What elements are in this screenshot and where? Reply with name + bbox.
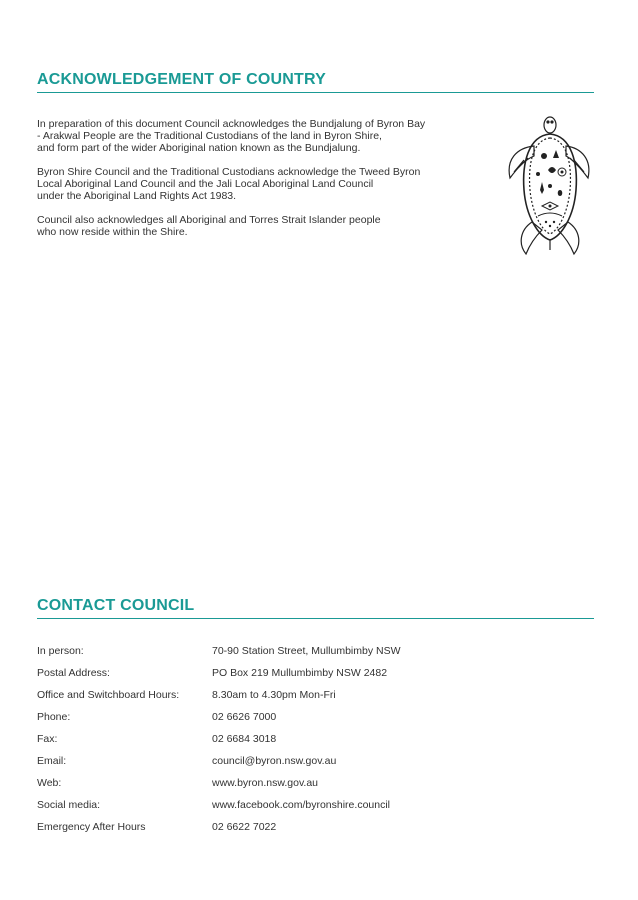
contact-label: Social media:	[37, 799, 101, 811]
text-line: Byron Shire Council and the Traditional Custodians acknowledge the Tweed Byron	[37, 166, 421, 178]
contact-value: PO Box 219 Mullumbimby NSW 2482	[212, 667, 388, 679]
text-line: - Arakwal People are the Traditional Custodians of the land in Byron Shire,	[37, 130, 382, 142]
text-line: and form part of the wider Aboriginal nation known as the Bundjalung.	[37, 142, 361, 154]
contact-label: Email:	[37, 755, 67, 767]
turtle-artwork-icon	[504, 112, 594, 258]
contact-heading: CONTACT COUNCIL	[37, 597, 594, 619]
contact-value: 02 6684 3018	[212, 733, 277, 745]
contact-row-email	[37, 750, 594, 772]
contact-value: 70-90 Station Street, Mullumbimby NSW	[212, 645, 401, 657]
contact-label: In person:	[37, 645, 84, 657]
acknowledgement-heading: ACKNOWLEDGEMENT OF COUNTRY	[37, 71, 594, 93]
contact-row-fax	[37, 728, 594, 750]
acknowledgement-paragraph	[37, 214, 492, 238]
contact-label: Phone:	[37, 711, 71, 723]
contact-label: Web:	[37, 777, 62, 789]
acknowledgement-paragraph	[37, 118, 492, 154]
contact-row-emergency	[37, 816, 594, 838]
contact-row-postal-address	[37, 662, 594, 684]
contact-label: Office and Switchboard Hours:	[37, 689, 180, 701]
text-line: who now reside within the Shire.	[37, 226, 188, 238]
contact-value: 02 6626 7000	[212, 711, 277, 723]
contact-value-web: www.byron.nsw.gov.au	[212, 777, 319, 789]
text-line: Local Aboriginal Land Council and the Jali Local Aboriginal Land Council	[37, 178, 374, 190]
acknowledgement-paragraph	[37, 166, 492, 202]
contact-row-hours	[37, 684, 594, 706]
contact-value-email: council@byron.nsw.gov.au	[212, 755, 337, 767]
contact-row-web	[37, 772, 594, 794]
contact-row-social-media	[37, 794, 594, 816]
acknowledgement-text	[37, 118, 492, 250]
contact-label: Postal Address:	[37, 667, 110, 679]
contact-label: Emergency After Hours	[37, 821, 146, 833]
contact-row-phone	[37, 706, 594, 728]
contact-value: 8.30am to 4.30pm Mon-Fri	[212, 689, 336, 701]
text-line: In preparation of this document Council acknowledges the Bundjalung of Byron Bay	[37, 118, 426, 130]
text-line: under the Aboriginal Land Rights Act 1983.	[37, 190, 237, 202]
contact-value-social: www.facebook.com/byronshire.council	[212, 799, 390, 811]
contact-label: Fax:	[37, 733, 58, 745]
contact-table	[37, 640, 594, 838]
contact-row-in-person	[37, 640, 594, 662]
text-line: Council also acknowledges all Aboriginal and Torres Strait Islander people	[37, 214, 381, 226]
contact-value: 02 6622 7022	[212, 821, 277, 833]
